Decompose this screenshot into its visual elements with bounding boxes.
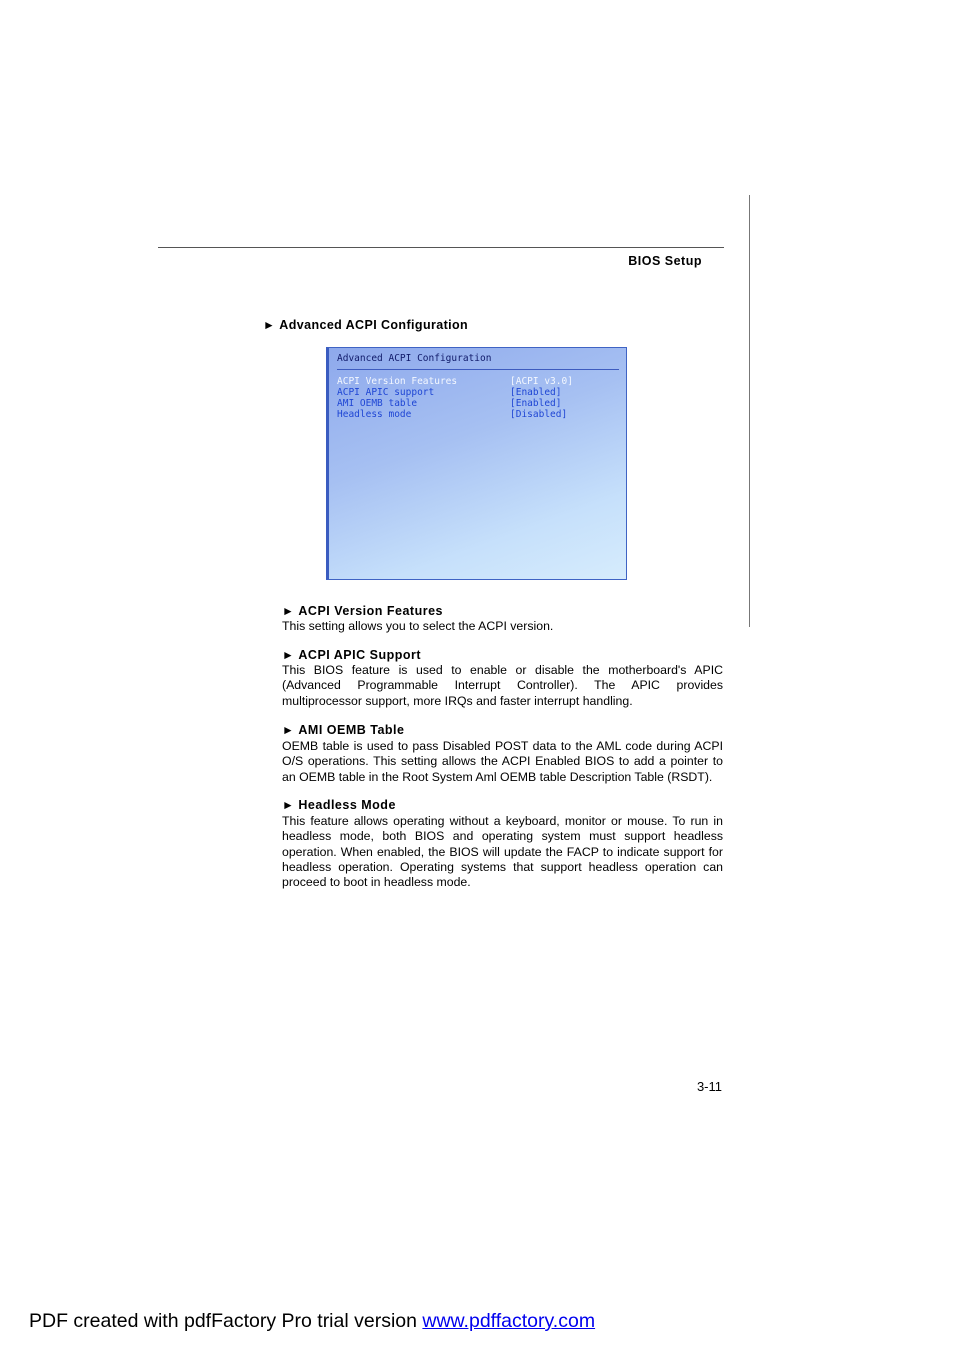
bios-row-value: [ACPI v3.0] bbox=[510, 376, 573, 387]
item-description-acpi-version: This setting allows you to select the ACPI version. bbox=[282, 619, 554, 633]
bios-row-label: ACPI Version Features bbox=[337, 376, 458, 387]
bios-row-acpi-apic bbox=[337, 387, 619, 398]
triangle-bullet-icon: ► bbox=[282, 723, 295, 737]
bios-row-ami-oemb bbox=[337, 398, 619, 409]
header-rule bbox=[158, 247, 724, 248]
triangle-bullet-icon: ► bbox=[282, 798, 295, 812]
page-number: 3-11 bbox=[696, 1079, 722, 1094]
bios-row-value: [Enabled] bbox=[510, 398, 562, 409]
bios-screenshot bbox=[326, 347, 627, 580]
item-heading-acpi-version bbox=[282, 604, 443, 618]
item-heading-text: ACPI Version Features bbox=[298, 604, 443, 618]
item-heading-ami-oemb bbox=[282, 723, 404, 737]
item-description-acpi-apic: This BIOS feature is used to enable or disable the motherboard's APIC (Advanced Programmable Interrupt Controller). The APIC provides multiprocessor support, more IRQs and faster interrupt handling. bbox=[282, 663, 723, 708]
bios-row-label: Headless mode bbox=[337, 409, 412, 420]
triangle-bullet-icon: ► bbox=[282, 604, 295, 618]
bios-screen-title: Advanced ACPI Configuration bbox=[337, 353, 492, 364]
footer-text: PDF created with pdfFactory Pro trial version bbox=[29, 1310, 423, 1332]
item-heading-text: ACPI APIC Support bbox=[298, 648, 422, 662]
section-title bbox=[263, 318, 468, 332]
triangle-bullet-icon: ► bbox=[282, 648, 295, 662]
bios-row-headless bbox=[337, 409, 619, 420]
item-heading-text: Headless Mode bbox=[298, 798, 396, 812]
item-heading-headless bbox=[282, 798, 396, 812]
pdf-footer bbox=[29, 1310, 595, 1333]
item-description-ami-oemb: OEMB table is used to pass Disabled POST data to the AML code during ACPI O/S operations. This setting allows the ACPI Enabled BIOS to add a pointer to an OEMB table in the Root System Aml OEMB table Description Table (RSDT). bbox=[282, 739, 723, 784]
bios-row-acpi-version bbox=[337, 376, 619, 387]
triangle-bullet-icon: ► bbox=[263, 318, 276, 332]
running-head: BIOS Setup bbox=[628, 254, 702, 268]
item-description-headless: This feature allows operating without a keyboard, monitor or mouse. To run in headless mode, both BIOS and operating system must support headless operation. When enabled, the BIOS will update the FACP to indicate support for headless operation. Operating systems that support headless operation can proceed to boot in headless mode. bbox=[282, 814, 723, 890]
section-title-text: Advanced ACPI Configuration bbox=[279, 318, 469, 332]
margin-rule bbox=[749, 195, 750, 627]
bios-row-value: [Enabled] bbox=[510, 387, 562, 398]
item-heading-acpi-apic bbox=[282, 648, 421, 662]
bios-row-value: [Disabled] bbox=[510, 409, 568, 420]
item-heading-text: AMI OEMB Table bbox=[298, 723, 405, 737]
bios-row-label: AMI OEMB table bbox=[337, 398, 418, 409]
pdffactory-link[interactable]: www.pdffactory.com bbox=[422, 1310, 596, 1332]
bios-title-divider bbox=[337, 369, 619, 370]
bios-row-label: ACPI APIC support bbox=[337, 387, 435, 398]
